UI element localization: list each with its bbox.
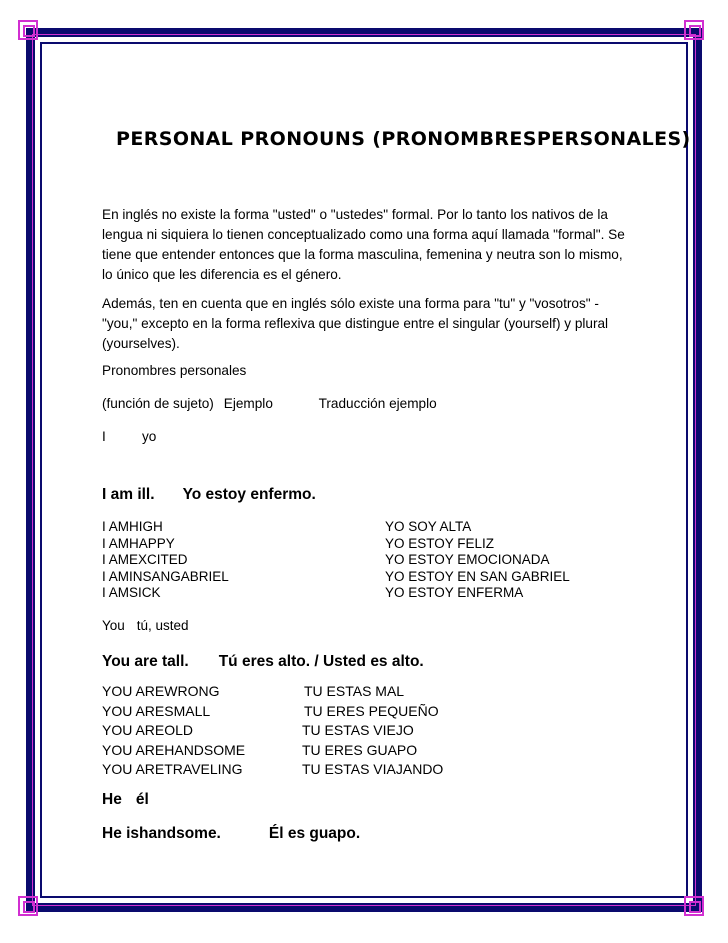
pronoun-you-translation: tú, usted <box>136 618 189 633</box>
column-header-example: Ejemplo <box>223 396 273 411</box>
pronoun-i-translation: yo <box>142 429 157 444</box>
corner-ornament-bottom-right <box>684 896 708 920</box>
column-headers <box>102 394 437 414</box>
pronoun-he: He <box>102 791 122 808</box>
example-you-es: Tú eres alto. / Usted es alto. <box>218 653 424 670</box>
example-you-en: You are tall. <box>102 653 189 670</box>
example-he <box>102 825 360 843</box>
pronoun-you: You <box>102 618 125 633</box>
example-i-es: Yo estoy enfermo. <box>182 486 316 503</box>
corner-ornament-top-left <box>18 20 42 44</box>
page-title: PERSONAL PRONOUNS (PRONOMBRESPERSONALES) <box>116 128 691 150</box>
column-header-function: (función de sujeto) <box>102 396 214 411</box>
column-header-translation: Traducción ejemplo <box>318 396 437 411</box>
example-he-en: He ishandsome. <box>102 825 221 842</box>
pronoun-i: I <box>102 429 106 444</box>
corner-ornament-top-right <box>684 20 708 44</box>
intro-paragraph-you: Además, ten en cuenta que en inglés sólo existe una forma para "tu" y "vosotros" - "you," excepto en la forma reflexiva que distingue entre el singular (yourself) y plural (yourselves). <box>102 296 609 351</box>
example-i <box>102 486 316 504</box>
intro-paragraph-formal: En inglés no existe la forma "usted" o "ustedes" formal. Por lo tanto los nativos de la lengua ni siquiera lo tienen conceptualizado como una forma aquí llamada "formal". Se tiene que entender entonces que la forma masculina, femenina y neutra son lo mismo, lo único que les diferencia es el género. <box>102 207 625 282</box>
corner-ornament-bottom-left <box>18 896 42 920</box>
pronoun-he-translation: él <box>135 791 149 808</box>
example-he-es: Él es guapo. <box>268 825 361 842</box>
pronouns-heading: Pronombres personales <box>102 363 247 378</box>
example-you <box>102 653 424 671</box>
example-i-en: I am ill. <box>102 486 155 503</box>
pronoun-i-row <box>102 427 156 447</box>
pronoun-he-row <box>102 791 149 809</box>
pronoun-you-row <box>102 618 189 633</box>
